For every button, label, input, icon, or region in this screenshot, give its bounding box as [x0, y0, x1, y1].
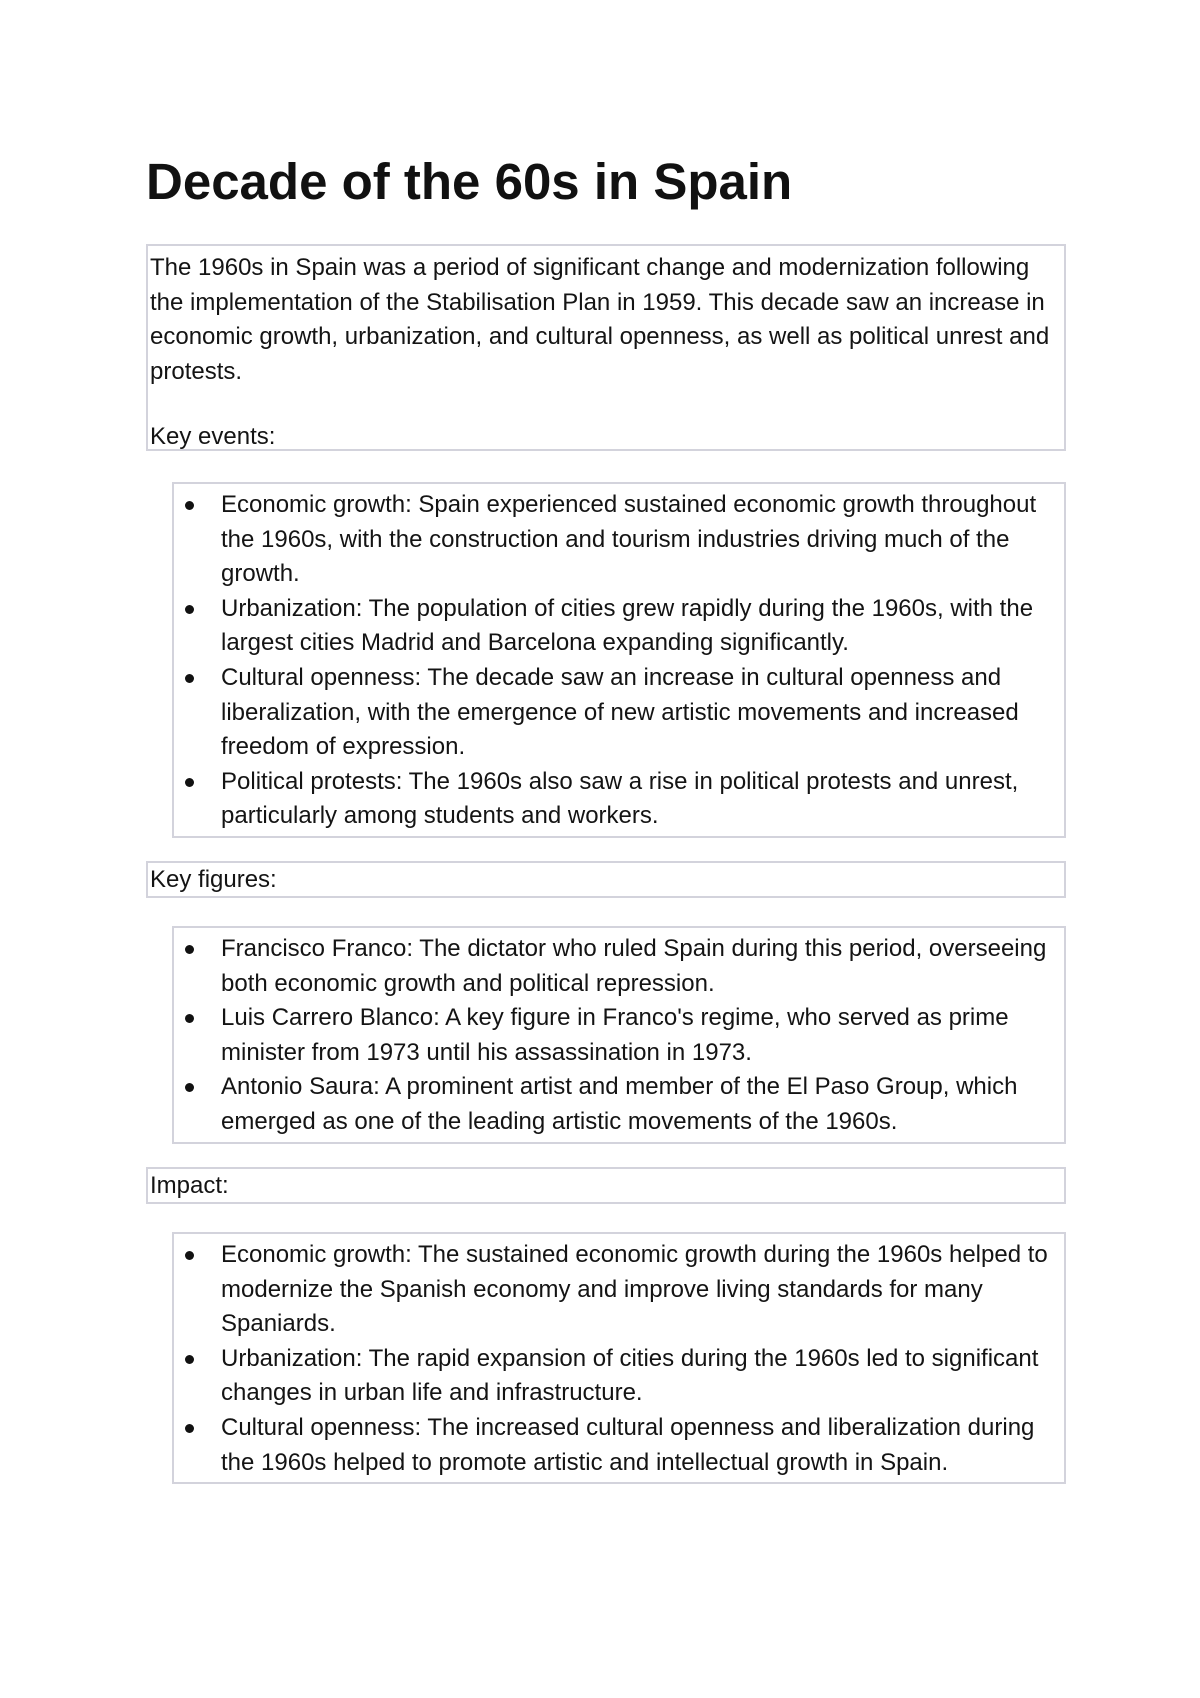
list-item-text: Urbanization: The population of cities grew rapidly during the 1960s, with the largest cities Madrid and Barcelona expanding significantly.	[221, 594, 1034, 657]
list-item-text: Political protests: The 1960s also saw a rise in political protests and unrest, particularly among students and workers.	[221, 767, 1019, 830]
intro-paragraph: The 1960s in Spain was a period of significant change and modernization following the implementation of the Stabilisation Plan in 1959. This decade saw an increase in economic growth, urbanization, and cultural openness, as well as political unrest and protests.	[150, 254, 1050, 385]
intro-text-box[interactable]	[146, 244, 1066, 451]
list-item	[174, 1070, 1058, 1139]
list-item-text: Francisco Franco: The dictator who ruled Spain during this period, overseeing both economic growth and political repression.	[221, 935, 1047, 997]
list-item	[174, 661, 1058, 765]
key-events-list	[174, 488, 1058, 834]
list-item-text: Cultural openness: The decade saw an increase in cultural openness and liberalization, with the emergence of new artistic movements and increased freedom of expression.	[221, 663, 1019, 761]
list-item	[174, 765, 1058, 834]
list-item-text: Luis Carrero Blanco: A key figure in Franco's regime, who served as prime minister from 1973 until his assassination in 1973.	[221, 1004, 1009, 1066]
list-item-text: Antonio Saura: A prominent artist and member of the El Paso Group, which emerged as one of the leading artistic movements of the 1960s.	[221, 1073, 1018, 1135]
bullet-icon	[185, 674, 194, 683]
key-figures-list	[174, 932, 1058, 1140]
key-figures-list-box[interactable]	[172, 926, 1066, 1144]
list-item	[174, 1411, 1058, 1480]
bullet-icon	[185, 605, 194, 614]
bullet-icon	[185, 1424, 194, 1433]
bullet-icon	[185, 945, 194, 954]
list-item-text: Urbanization: The rapid expansion of cities during the 1960s led to significant changes in urban life and infrastructure.	[221, 1344, 1039, 1407]
bullet-icon	[185, 1083, 194, 1092]
list-item	[174, 488, 1058, 592]
impact-list-box[interactable]	[172, 1232, 1066, 1484]
impact-list	[174, 1238, 1058, 1480]
list-item	[174, 1238, 1058, 1342]
key-events-label: Key events:	[150, 423, 276, 451]
bullet-icon	[185, 1355, 194, 1364]
list-item-text: Cultural openness: The increased cultural openness and liberalization during the 1960s helped to promote artistic and intellectual growth in Spain.	[221, 1413, 1035, 1476]
impact-label-box[interactable]	[146, 1167, 1066, 1204]
bullet-icon	[185, 778, 194, 787]
key-figures-label: Key figures:	[150, 866, 277, 893]
list-item	[174, 1001, 1058, 1070]
bullet-icon	[185, 1251, 194, 1260]
key-events-list-box[interactable]	[172, 482, 1066, 838]
list-item	[174, 1342, 1058, 1411]
list-item-text: Economic growth: The sustained economic growth during the 1960s helped to modernize the Spanish economy and improve living standards for many Spaniards.	[221, 1241, 1048, 1338]
impact-label: Impact:	[150, 1172, 229, 1199]
document-title: Decade of the 60s in Spain	[146, 153, 793, 210]
list-item	[174, 932, 1058, 1001]
list-item	[174, 592, 1058, 661]
bullet-icon	[185, 501, 194, 510]
list-item-text: Economic growth: Spain experienced sustained economic growth throughout the 1960s, with the construction and tourism industries driving much of the growth.	[221, 491, 1037, 588]
bullet-icon	[185, 1014, 194, 1023]
key-figures-label-box[interactable]	[146, 861, 1066, 898]
